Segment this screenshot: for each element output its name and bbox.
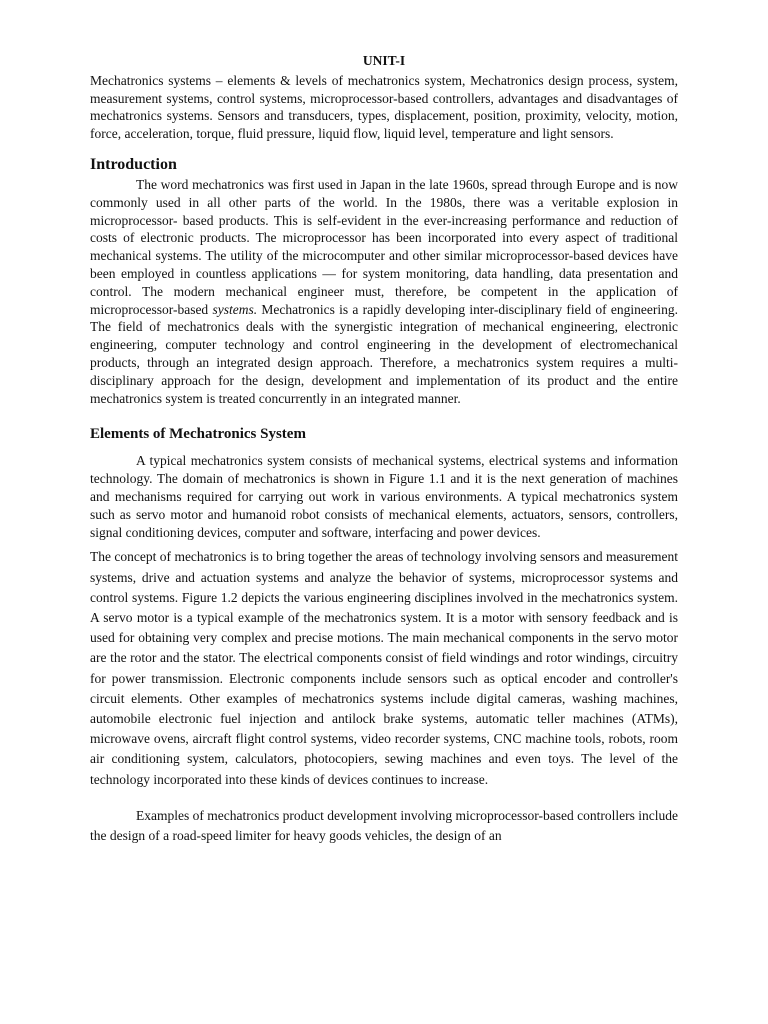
unit-title: UNIT-I xyxy=(362,53,406,68)
introduction-paragraph xyxy=(90,176,678,407)
introduction-text-start: The word mechatronics was first used in Japan in the late 1960s, spread through Europe and is now commonly used in all other parts of the world. In the 1980s, there was a veritable explosion in microprocessor- based products. This is self-evident in the ever-increasing performance and reduction of costs of electronic products. The microprocessor has been incorporated into every aspect of traditional mechanical systems. The utility of the microcomputer and other similar microprocessor-based devices have been employed in countless applications — for system monitoring, data handling, data presentation and control. The modern mechanical engineer must, therefore, be competent in the application of microprocessor-based xyxy=(90,176,678,317)
elements-paragraph-1: A typical mechatronics system consists of mechanical systems, electrical systems and information technology. The domain of mechatronics is shown in Figure 1.1 and it is the next generation of machines and mechanisms required for carrying out work in various environments. A typical mechatronics system such as servo motor and humanoid robot consists of mechanical elements, actuators, sensors, controllers, signal conditioning devices, computer and software, interfacing and power devices. xyxy=(90,453,678,540)
elements-paragraph-2: The concept of mechatronics is to bring together the areas of technology involving sensors and measurement systems, drive and actuation systems and analyze the behavior of systems, microprocessor systems and control systems. Figure 1.2 depicts the various engineering disciplines involved in the mechatronics system. A servo motor is a typical example of the mechatronics system. It is a motor with sensory feedback and is used for obtaining very complex and precise motions. The main mechanical components in the servo motor are the rotor and the stator. The electrical components consist of field windings and rotor windings, circuitry for power transmission. Electronic components include sensors such as optical encoder and controller's circuit elements. Other examples of mechatronics systems include digital cameras, washing machines, automobile electronic fuel injection and antilock brake systems, automatic teller machines (ATMs), microwave ovens, aircraft flight control systems, video recorder systems, CNC machine tools, robots, room air conditioning system, calculators, photocopiers, sewing machines and even toys. The level of the technology incorporated into these kinds of devices continues to increase. xyxy=(90,549,678,787)
introduction-text-end: Mechatronics is a rapidly developing inter-disciplinary field of engineering. The field of mechatronics deals with the synergistic integration of mechanical engineering, electronic engineering, computer technology and control engineering in the development of electromechanical products, through an integrated design approach. Therefore, a mechatronics system requires a multi-disciplinary approach for the design, development and implementation of its product and the entire mechatronics system is treated concurrently in an integrated manner. xyxy=(90,301,679,406)
introduction-heading: Introduction xyxy=(90,155,177,173)
examples-paragraph: Examples of mechatronics product development involving microprocessor-based controllers include the design of a road-speed limiter for heavy goods vehicles, the design of an xyxy=(90,807,678,843)
syllabus-paragraph: Mechatronics systems – elements & levels of mechatronics system, Mechatronics design process, system, measurement systems, control systems, microprocessor-based controllers, advantages and disadvantages of mechatronics systems. Sensors and transducers, types, displacement, position, proximity, velocity, motion, force, acceleration, torque, fluid pressure, liquid flow, liquid level, temperature and light sensors. xyxy=(90,72,678,142)
elements-heading: Elements of Mechatronics System xyxy=(90,426,306,443)
document-page xyxy=(90,52,678,846)
introduction-italic-word: systems. xyxy=(212,301,258,317)
